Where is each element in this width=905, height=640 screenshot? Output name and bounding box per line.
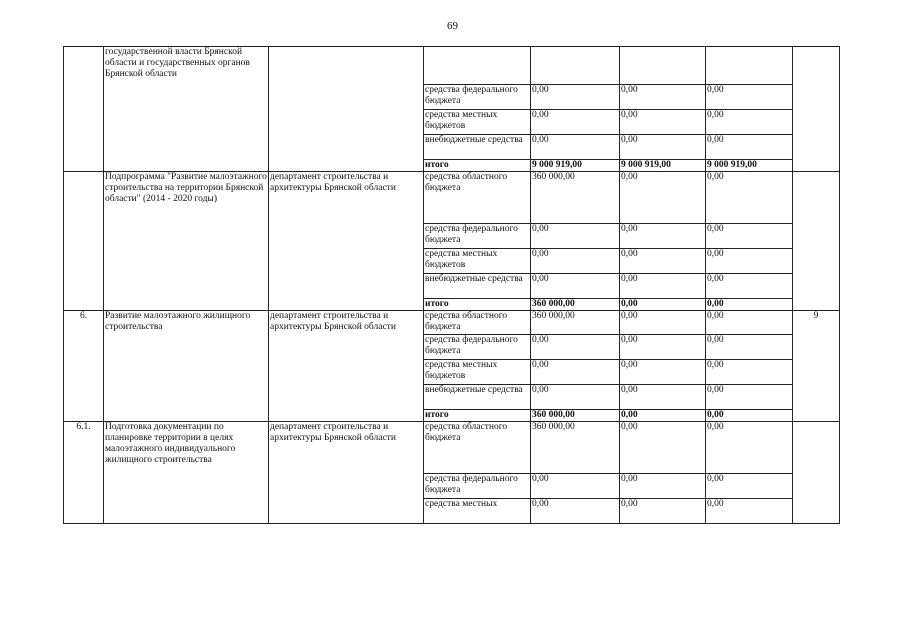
amount-cell-year2: 0,00 — [620, 110, 706, 135]
table-row — [64, 172, 840, 224]
amount-cell-year2: 0,00 — [620, 224, 706, 249]
item-name-cell: Развитие малоэтажного жилищного строительства — [104, 311, 269, 422]
funding-source-cell: итого — [424, 299, 531, 311]
amount-cell-year1: 0,00 — [531, 274, 620, 299]
amount-cell-year2: 0,00 — [620, 274, 706, 299]
amount-cell-year2: 0,00 — [620, 499, 706, 524]
item-number-cell: 6.1. — [64, 422, 104, 524]
funding-source-cell: средства федерального бюджета — [424, 224, 531, 249]
amount-cell-year1: 360 000,00 — [531, 299, 620, 311]
amount-cell-year3: 0,00 — [706, 135, 793, 160]
amount-cell-year2 — [620, 47, 706, 85]
budget-table — [63, 46, 840, 524]
funding-source-cell: итого — [424, 160, 531, 172]
funding-source-cell: средства местных бюджетов — [424, 110, 531, 135]
funding-source-cell: средства федерального бюджета — [424, 85, 531, 110]
executor-cell: департамент строительства и архитектуры Брянской области — [269, 311, 424, 422]
table-row — [64, 422, 840, 474]
executor-cell: департамент строительства и архитектуры Брянской области — [269, 422, 424, 524]
executor-cell: департамент строительства и архитектуры Брянской области — [269, 172, 424, 311]
amount-cell-year2: 0,00 — [620, 311, 706, 335]
indicator-cell — [793, 47, 840, 172]
amount-cell-year3: 0,00 — [706, 172, 793, 224]
amount-cell-year1: 0,00 — [531, 135, 620, 160]
amount-cell-year3: 0,00 — [706, 335, 793, 360]
amount-cell-year1: 9 000 919,00 — [531, 160, 620, 172]
amount-cell-year2: 0,00 — [620, 135, 706, 160]
amount-cell-year1: 0,00 — [531, 385, 620, 410]
item-name-cell: Подготовка документации по планировке территории в целях малоэтажного индивидуального жилищного строительства — [104, 422, 269, 524]
indicator-cell — [793, 172, 840, 311]
amount-cell-year2: 0,00 — [620, 335, 706, 360]
amount-cell-year1: 360 000,00 — [531, 172, 620, 224]
funding-source-cell: итого — [424, 410, 531, 422]
amount-cell-year1: 0,00 — [531, 335, 620, 360]
amount-cell-year2: 0,00 — [620, 299, 706, 311]
funding-source-cell: средства областного бюджета — [424, 311, 531, 335]
item-number-cell — [64, 47, 104, 172]
funding-source-cell: внебюджетные средства — [424, 274, 531, 299]
amount-cell-year3: 0,00 — [706, 299, 793, 311]
item-number-cell: 6. — [64, 311, 104, 422]
funding-source-cell — [424, 47, 531, 85]
amount-cell-year1: 0,00 — [531, 474, 620, 499]
amount-cell-year1: 360 000,00 — [531, 410, 620, 422]
amount-cell-year1: 360 000,00 — [531, 422, 620, 474]
funding-source-cell: средства федерального бюджета — [424, 335, 531, 360]
amount-cell-year3: 0,00 — [706, 311, 793, 335]
amount-cell-year1: 0,00 — [531, 224, 620, 249]
funding-source-cell: средства федерального бюджета — [424, 474, 531, 499]
executor-cell — [269, 47, 424, 172]
amount-cell-year3: 0,00 — [706, 274, 793, 299]
item-name-cell: государственной власти Брянской области и государственных органов Брянской области — [104, 47, 269, 172]
amount-cell-year3: 9 000 919,00 — [706, 160, 793, 172]
amount-cell-year3: 0,00 — [706, 410, 793, 422]
funding-source-cell: средства местных бюджетов — [424, 249, 531, 274]
amount-cell-year1: 0,00 — [531, 499, 620, 524]
amount-cell-year2: 0,00 — [620, 85, 706, 110]
indicator-cell: 9 — [793, 311, 840, 422]
amount-cell-year2: 0,00 — [620, 385, 706, 410]
amount-cell-year3: 0,00 — [706, 474, 793, 499]
amount-cell-year2: 0,00 — [620, 422, 706, 474]
amount-cell-year2: 0,00 — [620, 474, 706, 499]
amount-cell-year3: 0,00 — [706, 249, 793, 274]
page-number: 69 — [447, 20, 458, 32]
amount-cell-year1: 0,00 — [531, 85, 620, 110]
funding-source-cell: средства местных бюджетов — [424, 360, 531, 385]
amount-cell-year3: 0,00 — [706, 360, 793, 385]
funding-source-cell: внебюджетные средства — [424, 135, 531, 160]
item-name-cell: Подпрограмма "Развитие малоэтажного строительства на территории Брянской области" (2014 - 2020 годы) — [104, 172, 269, 311]
indicator-cell — [793, 422, 840, 524]
amount-cell-year2: 0,00 — [620, 360, 706, 385]
amount-cell-year3: 0,00 — [706, 224, 793, 249]
amount-cell-year1 — [531, 47, 620, 85]
funding-source-cell: внебюджетные средства — [424, 385, 531, 410]
amount-cell-year2: 0,00 — [620, 172, 706, 224]
item-number-cell — [64, 172, 104, 311]
amount-cell-year1: 0,00 — [531, 110, 620, 135]
amount-cell-year3: 0,00 — [706, 499, 793, 524]
amount-cell-year1: 360 000,00 — [531, 311, 620, 335]
amount-cell-year3 — [706, 47, 793, 85]
funding-source-cell: средства областного бюджета — [424, 422, 531, 474]
table-row — [64, 311, 840, 335]
amount-cell-year2: 9 000 919,00 — [620, 160, 706, 172]
amount-cell-year1: 0,00 — [531, 249, 620, 274]
funding-source-cell: средства областного бюджета — [424, 172, 531, 224]
amount-cell-year2: 0,00 — [620, 410, 706, 422]
funding-source-cell: средства местных — [424, 499, 531, 524]
amount-cell-year3: 0,00 — [706, 422, 793, 474]
amount-cell-year3: 0,00 — [706, 85, 793, 110]
amount-cell-year1: 0,00 — [531, 360, 620, 385]
amount-cell-year3: 0,00 — [706, 385, 793, 410]
table-row — [64, 47, 840, 85]
amount-cell-year2: 0,00 — [620, 249, 706, 274]
amount-cell-year3: 0,00 — [706, 110, 793, 135]
